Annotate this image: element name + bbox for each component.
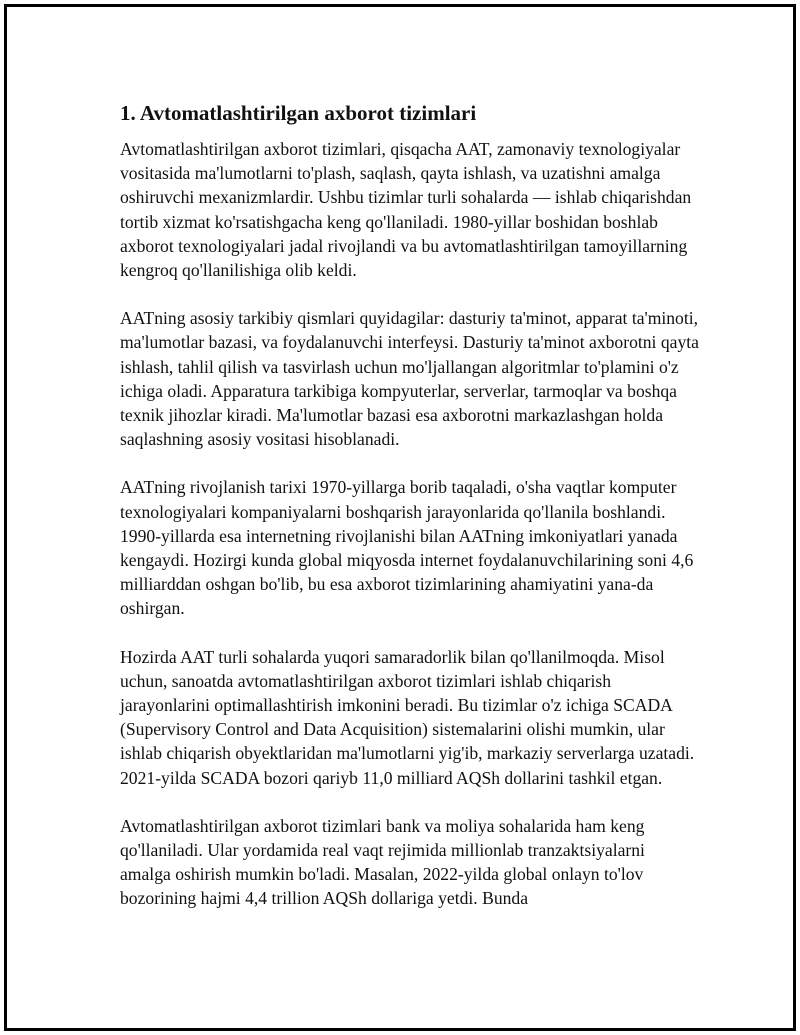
document-body [120,99,700,935]
paragraph-1: Avtomatlashtirilgan axborot tizimlari, qisqacha AAT, zamonaviy texnologiyalar vositasida ma'lumotlarni to'plash, saqlash, qayta ishlash, va uzatishni amalga oshiruvchi mexanizmlardir. Ushbu tizimlar turli sohalarda — ishlab chiqarishdan tortib xizmat ko'rsatishgacha keng qo'llaniladi. 1980-yillar boshidan boshlab axborot texnologiyalari jadal rivojlandi va bu avtomatlashtirilgan tamoyillarning kengroq qo'llanilishiga olib keldi. [120,139,692,281]
paragraph-4: Hozirda AAT turli sohalarda yuqori samaradorlik bilan qo'llanilmoqda. Misol uchun, sanoatda avtomatlashtirilgan axborot tizimlari ishlab chiqarish jarayonlarini optimallashtirish imkonini beradi. Bu tizimlar o'z ichiga SCADA (Supervisory Control and Data Acquisition) sistemalarini olishi mumkin, ular ishlab chiqarish obyektlaridan ma'lumotlarni yig'ib, markaziy serverlarga uzatadi. 2021-yilda SCADA bozori qariyb 11,0 milliard AQSh dollarini tashkil etgan. [120,646,695,788]
paragraph-3: AATning rivojlanish tarixi 1970-yillarga borib taqaladi, o'sha vaqtlar komputer texnologiyalari kompaniyalarni boshqarish jarayonlarida qo'llanila boshlandi. 1990-yillarda esa internetning rivojlanishi bilan AATning imkoniyatlari yanada kengaydi. Hozirgi kunda global miqyosda internet foydalanuvchilarining soni 4,6 milliarddan oshgan bo'lib, bu esa axborot tizimlarining ahamiyatini yana-da oshirgan. [120,477,694,619]
paragraph-5: Avtomatlashtirilgan axborot tizimlari bank va moliya sohalarida ham keng qo'llaniladi. Ular yordamida real vaqt rejimida millionlab tranzaktsiyalarni amalga oshirish mumkin bo'ladi. Masalan, 2022-yilda global onlayn to'lov bozorining hajmi 4,4 trillion AQSh dollariga yetdi. Bunda [120,815,645,909]
page-frame [4,4,796,1031]
section-heading: 1. Avtomatlashtirilgan axborot tizimlari [120,101,477,125]
paragraph-2: AATning asosiy tarkibiy qismlari quyidagilar: dasturiy ta'minot, apparat ta'minoti, ma'lumotlar bazasi, va foydalanuvchi interfeysi. Dasturiy ta'minot axborotni qayta ishlash, tahlil qilish va tasvirlash uchun mo'ljallangan algoritmlar to'plamini o'z ichiga oladi. Apparatura tarkibiga kompyuterlar, serverlar, tarmoqlar va boshqa texnik jihozlar kiradi. Ma'lumotlar bazasi esa axborotni markazlashgan holda saqlashning asosiy vositasi hisoblanadi. [120,308,699,450]
